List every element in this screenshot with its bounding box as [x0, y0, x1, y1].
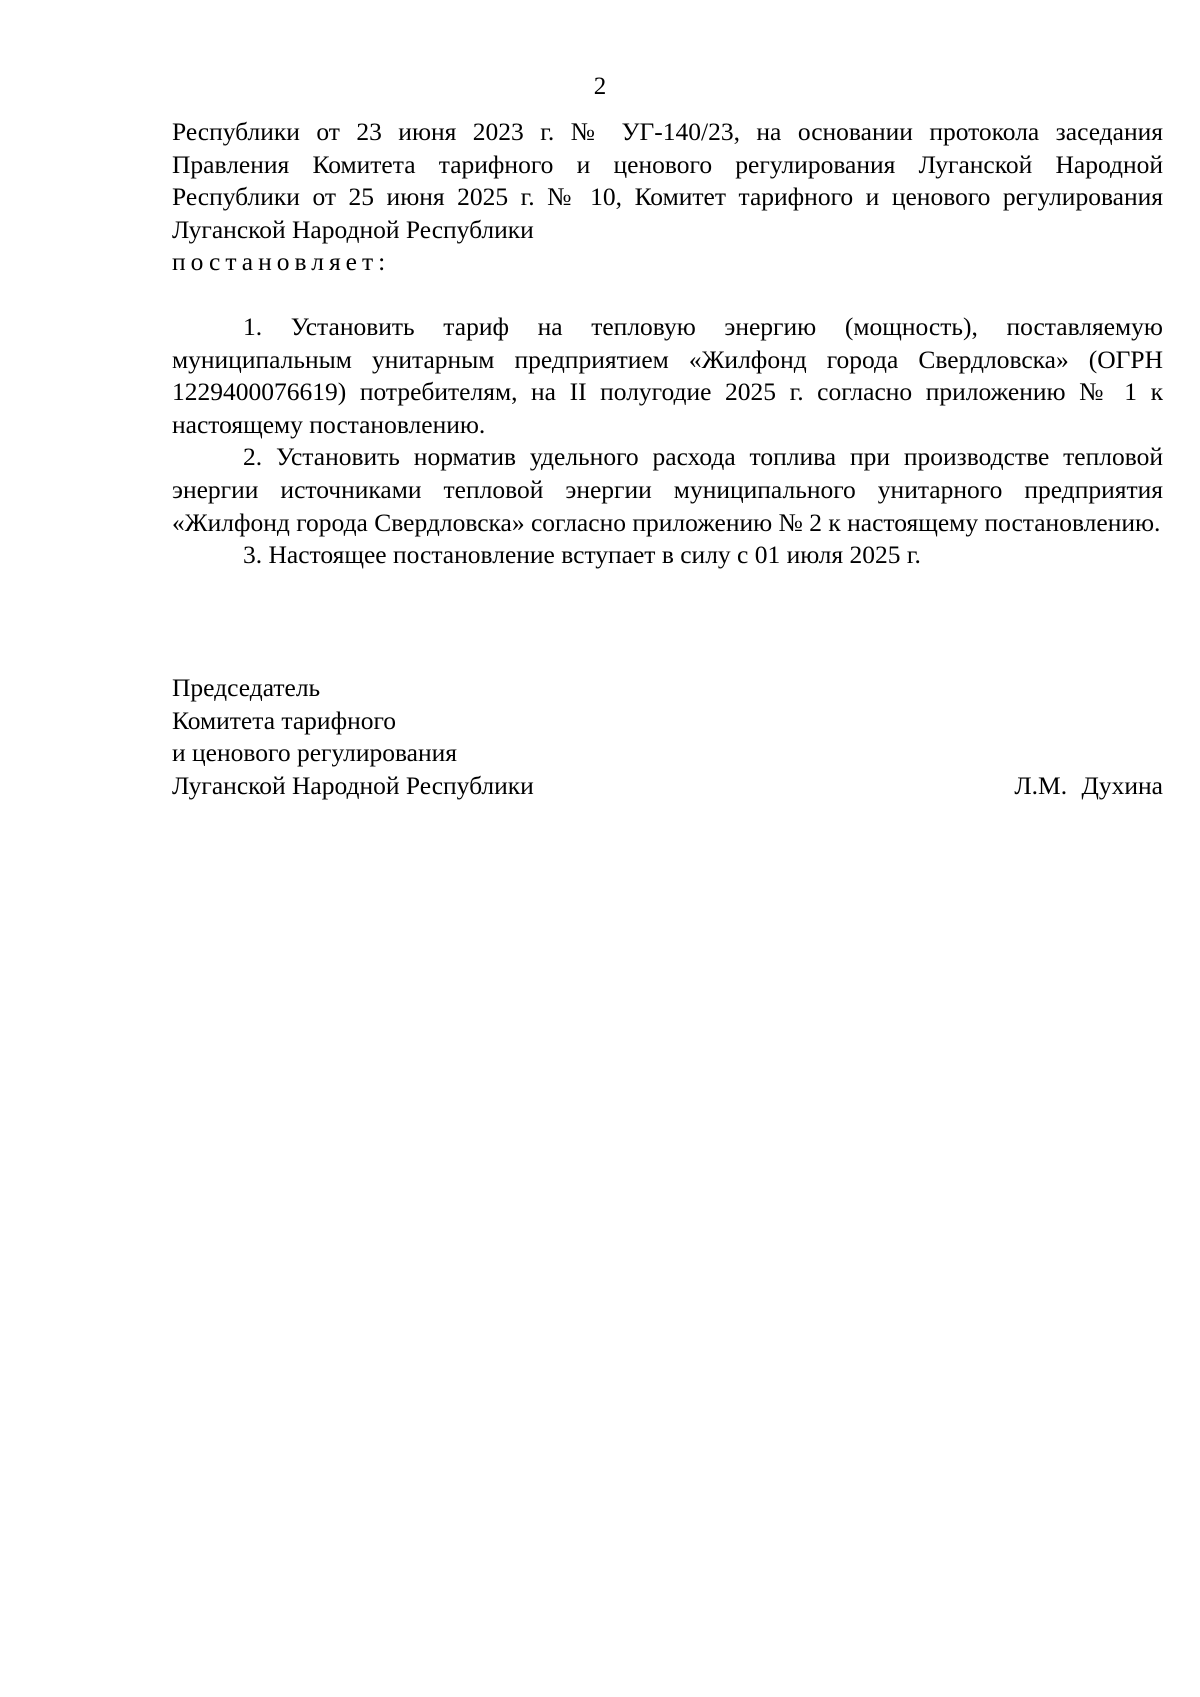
document-body	[172, 116, 1163, 572]
item-1-paragraph: 1. Установить тариф на тепловую энергию (мощность), поставляемую муниципальным унитарным предприятием «Жилфонд города Свердловска» (ОГРН 1229400076619) потребителям, на II полугодие 2025 г. согласно приложению № 1 к настоящему постановлению.	[172, 311, 1163, 439]
signature-title-line-4: Луганской Народной Республики	[172, 770, 534, 800]
item-2-paragraph: 2. Установить норматив удельного расхода топлива при производстве тепловой энергии источниками тепловой энергии муниципального унитарного предприятия «Жилфонд города Свердловска» согласно приложению № 2 к настоящему постановлению.	[172, 442, 1163, 537]
signature-title-line-1: Председатель	[172, 673, 321, 702]
signature-block	[172, 672, 1163, 802]
signature-title-line-2: Комитета тарифного	[172, 705, 397, 735]
item-3-paragraph: 3. Настоящее постановление вступает в силу с 01 июля 2025 г.	[243, 540, 921, 570]
paragraph-gap	[172, 279, 1163, 311]
signature-last-line	[172, 770, 1163, 803]
preamble-paragraph: Республики от 23 июня 2023 г. № УГ-140/23, на основании протокола заседания Правления Комитета тарифного и ценового регулирования Луганской Народной Республики от 25 июня 2025 г. № 10, Комитет тарифного и ценового регулирования Луганской Народной Республики	[172, 117, 1163, 244]
signature-title-line-3: и ценового регулирования	[172, 738, 458, 768]
decree-word: постановляет:	[172, 247, 391, 277]
page-number: 2	[593, 73, 607, 100]
signatory-name: Л.М. Духина	[1014, 770, 1163, 800]
